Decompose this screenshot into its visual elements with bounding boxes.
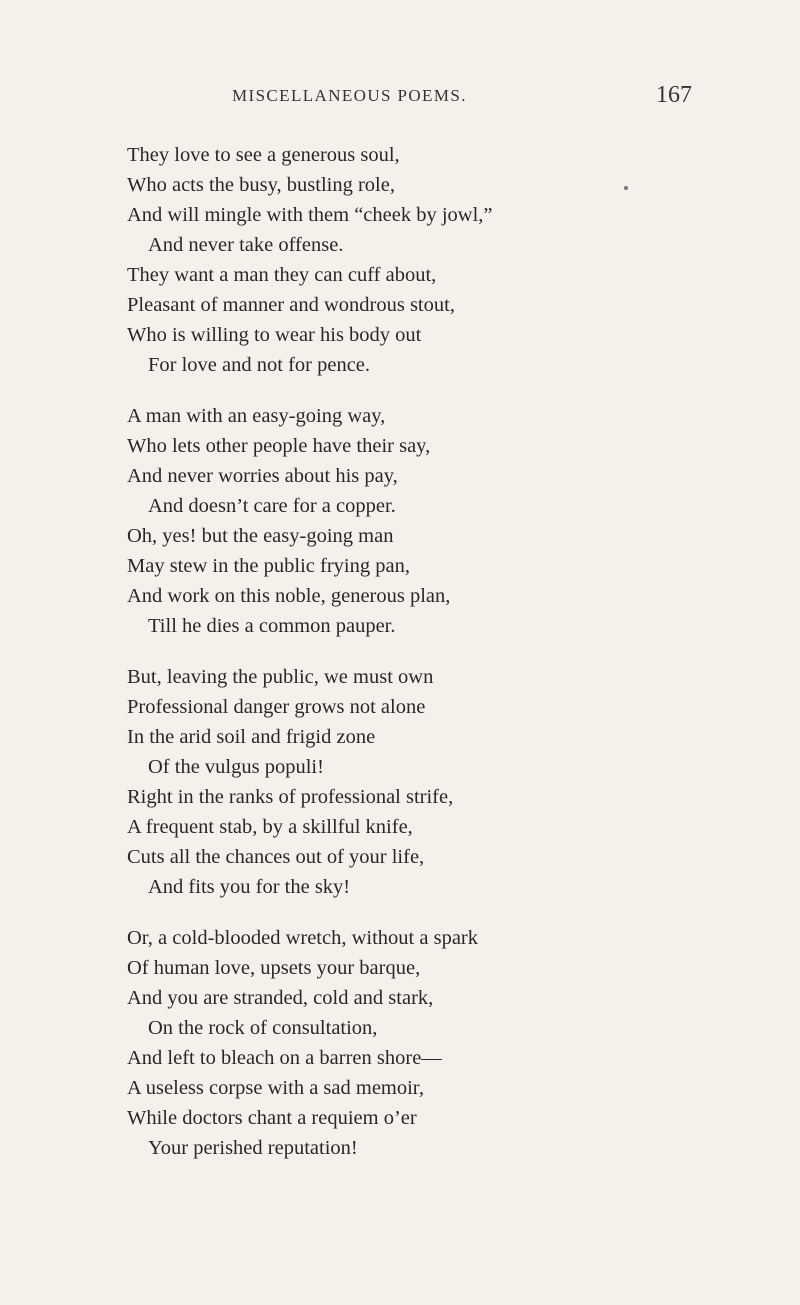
poem-line: In the arid soil and frigid zone (127, 726, 376, 748)
poem-line: Pleasant of manner and wondrous stout, (127, 294, 455, 316)
running-head (0, 82, 800, 116)
poem-line: Your perished reputation! (148, 1137, 358, 1159)
poem-line: May stew in the public frying pan, (127, 555, 410, 577)
poem-line: Cuts all the chances out of your life, (127, 846, 425, 868)
stanza (127, 140, 787, 380)
stanza (127, 401, 787, 641)
poem-line: Or, a cold-blooded wretch, without a spark (127, 927, 478, 949)
poem-line: While doctors chant a requiem o’er (127, 1107, 417, 1129)
poem-line: Who is willing to wear his body out (127, 324, 422, 346)
poem-line: Of the vulgus populi! (148, 756, 324, 778)
poem-line: And will mingle with them “cheek by jowl,” (127, 204, 493, 226)
poem-line: And work on this noble, generous plan, (127, 585, 451, 607)
poem-line: Of human love, upsets your barque, (127, 957, 421, 979)
poem-line: On the rock of consultation, (148, 1017, 378, 1039)
poem-line: Till he dies a common pauper. (148, 615, 396, 637)
running-title: MISCELLANEOUS POEMS. (232, 86, 467, 105)
poem-line: They love to see a generous soul, (127, 144, 400, 166)
poem-line: Who acts the busy, bustling role, (127, 174, 395, 196)
page-number: 167 (656, 82, 692, 108)
poem-line: A frequent stab, by a skillful knife, (127, 816, 413, 838)
poem-line: And doesn’t care for a copper. (148, 495, 396, 517)
poem-line: For love and not for pence. (148, 354, 371, 376)
poem-line: Oh, yes! but the easy-going man (127, 525, 394, 547)
poem-line: And never take offense. (148, 234, 344, 256)
poem-line: A man with an easy-going way, (127, 405, 386, 427)
poem-line: Professional danger grows not alone (127, 696, 426, 718)
poem-line: Right in the ranks of professional strife, (127, 786, 454, 808)
poem-line: And left to bleach on a barren shore— (127, 1047, 442, 1069)
poem-line: But, leaving the public, we must own (127, 666, 434, 688)
stray-mark (624, 186, 628, 190)
poem-line: They want a man they can cuff about, (127, 264, 437, 286)
stanza (127, 662, 787, 902)
stanza (127, 923, 787, 1163)
poem-line: And never worries about his pay, (127, 465, 398, 487)
poem-line: A useless corpse with a sad memoir, (127, 1077, 424, 1099)
poem-body (127, 140, 787, 1184)
poem-line: Who lets other people have their say, (127, 435, 431, 457)
poem-line: And fits you for the sky! (148, 876, 351, 898)
poem-line: And you are stranded, cold and stark, (127, 987, 434, 1009)
